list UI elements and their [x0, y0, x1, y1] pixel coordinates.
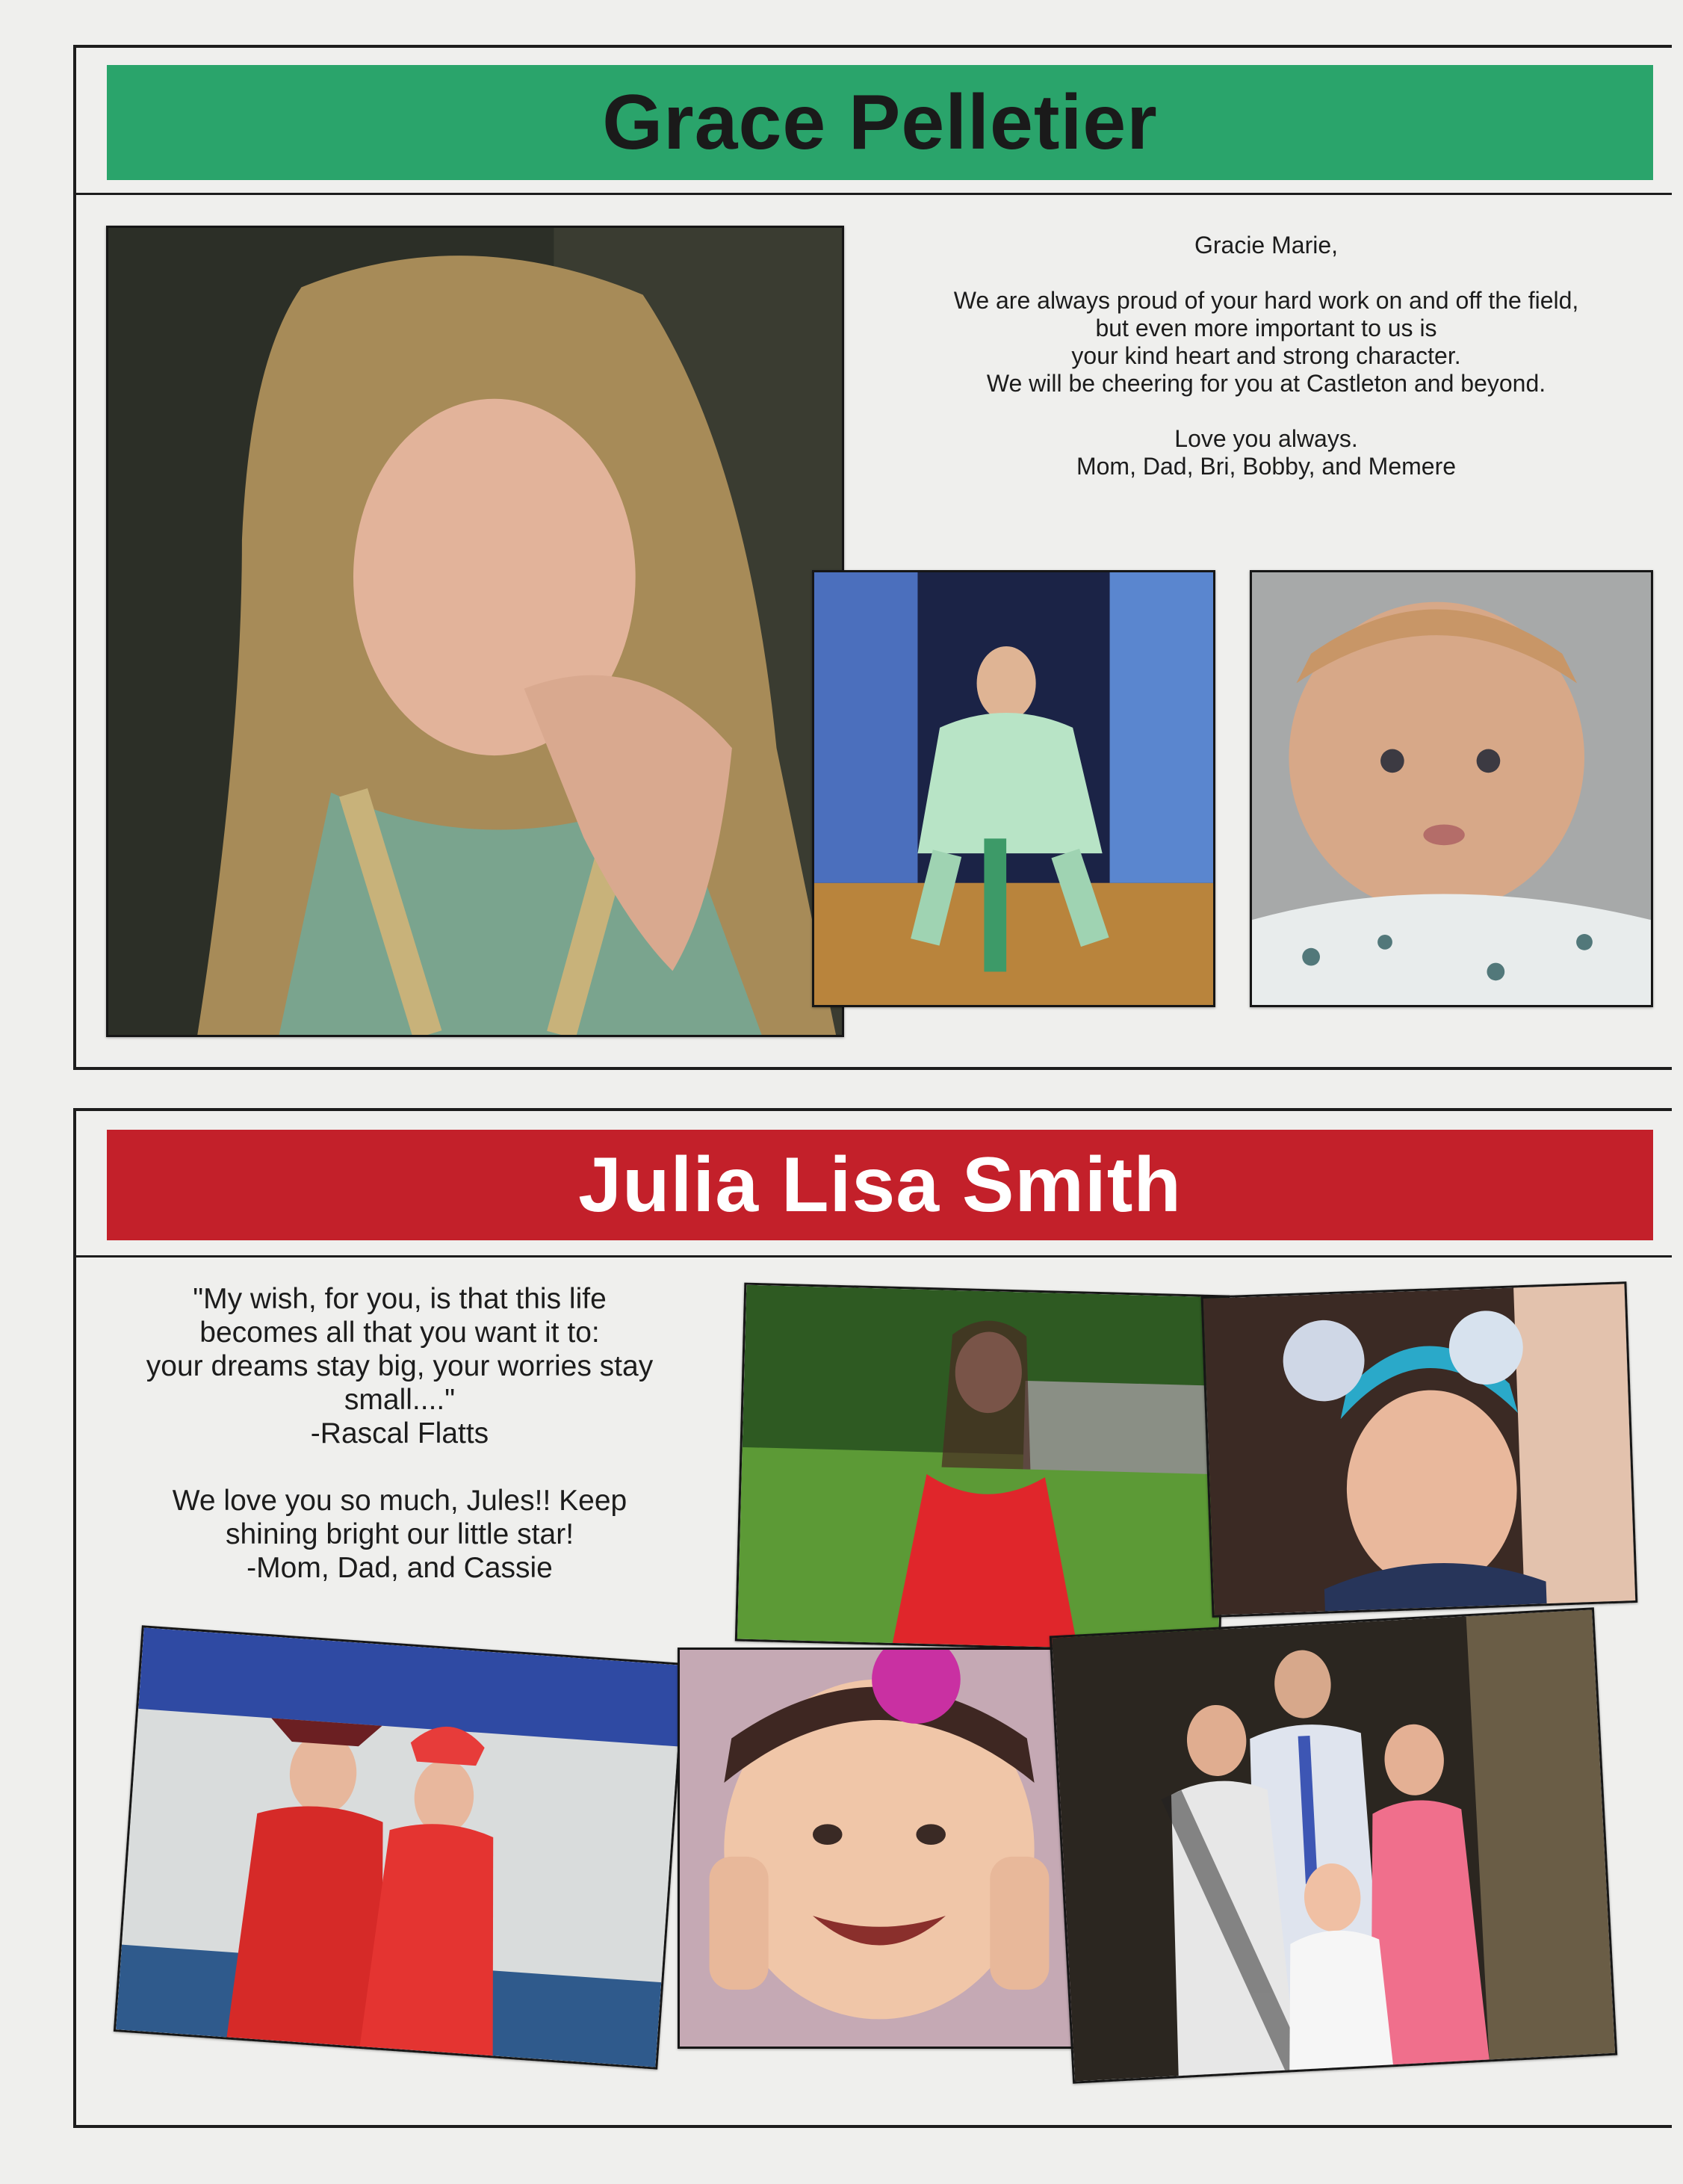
pirate-costume-photo: [114, 1625, 686, 2070]
student-name-julia: Julia Lisa Smith: [578, 1141, 1182, 1228]
message-line: -Rascal Flatts: [310, 1417, 489, 1450]
family-photo: [1050, 1607, 1617, 2083]
name-banner-grace: [107, 65, 1653, 180]
message-grace: [881, 232, 1651, 480]
name-banner-julia: [107, 1130, 1653, 1240]
student-name-grace: Grace Pelletier: [602, 78, 1158, 166]
baby-photo: [1250, 570, 1653, 1007]
message-spacer: [881, 397, 1651, 425]
message-spacer: [97, 1450, 702, 1484]
child-smile-photo: [678, 1648, 1079, 2049]
message-line: We love you so much, Jules!! Keep: [172, 1485, 627, 1517]
sports-tunnel-photo: [812, 570, 1215, 1007]
message-line: your kind heart and strong character.: [1071, 342, 1461, 369]
message-line: Mom, Dad, Bri, Bobby, and Memere: [1076, 453, 1457, 480]
section-divider-grace: [75, 193, 1672, 195]
message-line: Love you always.: [1174, 425, 1358, 452]
message-line: but even more important to us is: [1095, 315, 1437, 341]
message-line: "My wish, for you, is that this life: [193, 1283, 607, 1315]
message-line: We will be cheering for you at Castleton and beyond.: [986, 370, 1546, 397]
message-line: We are always proud of your hard work on and off the field,: [953, 287, 1579, 314]
portrait-photo: [106, 226, 844, 1037]
message-line: your dreams stay big, your worries stay: [146, 1350, 654, 1382]
section-divider-julia: [75, 1255, 1672, 1257]
message-line: becomes all that you want it to:: [199, 1317, 600, 1349]
message-spacer: [881, 259, 1651, 287]
red-dress-photo: [735, 1283, 1230, 1654]
message-julia: [97, 1282, 702, 1585]
party-hat-photo: [1201, 1281, 1638, 1618]
message-line: Gracie Marie,: [1194, 232, 1339, 259]
message-line: small....": [344, 1384, 456, 1416]
message-line: -Mom, Dad, and Cassie: [247, 1552, 553, 1584]
message-line: shining bright our little star!: [225, 1518, 574, 1550]
